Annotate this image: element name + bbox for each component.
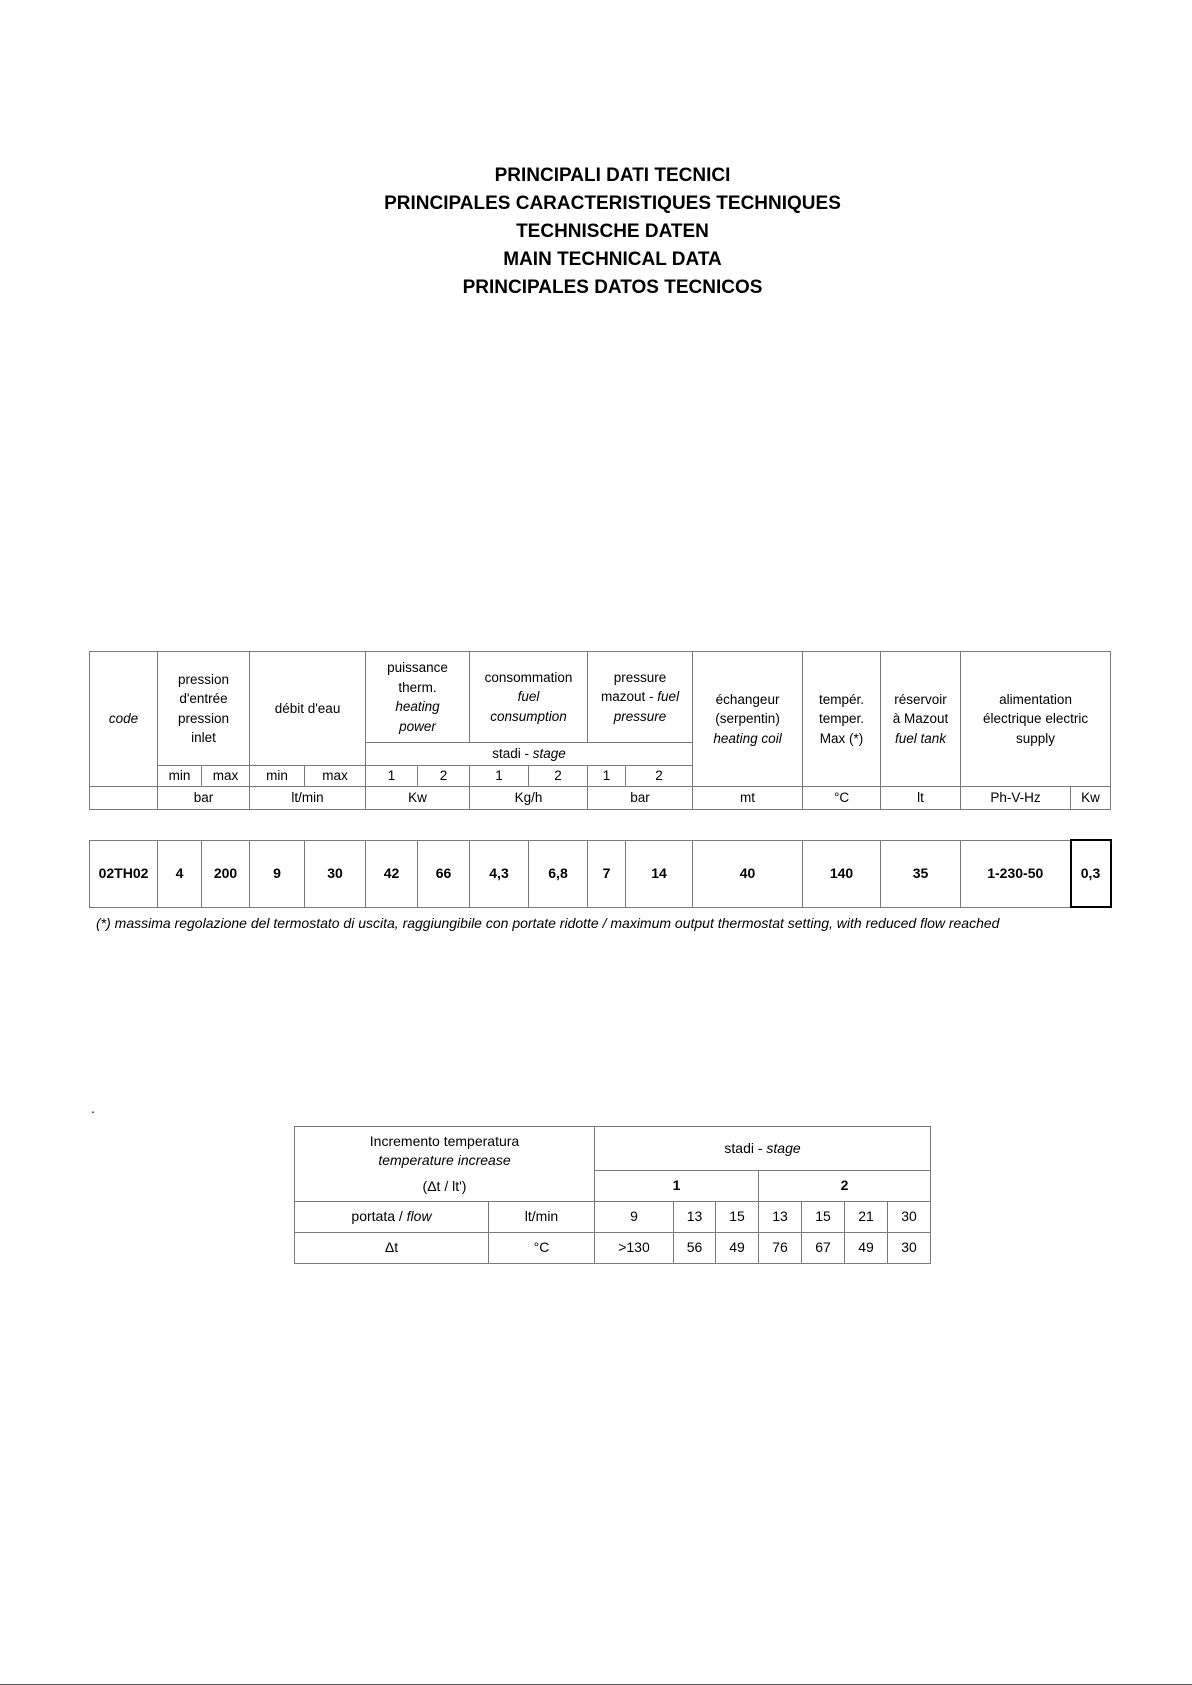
cell-fuel-pressure-2: 14 [626, 840, 693, 907]
table-row [295, 1202, 931, 1233]
header-flow-max: max [305, 766, 366, 787]
title-spanish: PRINCIPALES DATOS TECNICOS [462, 277, 763, 298]
cell-flow-max: 30 [305, 840, 366, 907]
header-flow-min: min [250, 766, 305, 787]
unit-mt: mt [693, 786, 803, 809]
unit-lt-min: lt/min [250, 786, 366, 809]
header-pressure-min: min [158, 766, 202, 787]
cell-flow-min: 9 [250, 840, 305, 907]
flow-value: 21 [845, 1202, 888, 1233]
unit-kw: Kw [366, 786, 470, 809]
flow-value: 15 [802, 1202, 845, 1233]
temp-table-title: Incremento temperatura temperature increase (Δt / lt') [295, 1127, 595, 1202]
header-code: code [90, 652, 158, 787]
header-fuel-pressure: pressure mazout - fuel pressure [588, 652, 693, 743]
header-pressure-inlet: pression d'entrée pression inlet [158, 652, 250, 766]
flow-value: 9 [595, 1202, 674, 1233]
temp-table-stage-header: stadi - stage [595, 1127, 931, 1171]
unit-ph-v-hz: Ph-V-Hz [961, 786, 1071, 809]
header-tank: réservoir à Mazout fuel tank [881, 652, 961, 787]
delta-t-value: 56 [674, 1233, 716, 1264]
header-fuel-pressure-stage-1: 1 [588, 766, 626, 787]
unit-kw-supply: Kw [1071, 786, 1111, 809]
cell-coil: 40 [693, 840, 803, 907]
header-fuel-consumption: consommation fuel consumption [470, 652, 588, 743]
stray-dot: . [91, 1100, 95, 1116]
cell-temp-max: 140 [803, 840, 881, 907]
title-english: MAIN TECHNICAL DATA [503, 249, 722, 270]
header-stage: stadi - stage [366, 743, 693, 766]
document-titles [0, 162, 1192, 302]
cell-fuel-pressure-1: 7 [588, 840, 626, 907]
cell-power-2: 66 [418, 840, 470, 907]
flow-value: 13 [674, 1202, 716, 1233]
unit-bar-fuel: bar [588, 786, 693, 809]
cell-consumption-2: 6,8 [529, 840, 588, 907]
flow-unit: lt/min [489, 1202, 595, 1233]
title-german: TECHNISCHE DATEN [516, 221, 709, 242]
cell-tank: 35 [881, 840, 961, 907]
unit-deg-c: °C [803, 786, 881, 809]
header-power-stage-1: 1 [366, 766, 418, 787]
flow-label: portata / flow [295, 1202, 489, 1233]
header-exchanger: échangeur (serpentin) heating coil [693, 652, 803, 787]
spec-header-table [89, 651, 1111, 810]
cell-supply-kw: 0,3 [1071, 840, 1111, 907]
delta-t-value: 30 [888, 1233, 931, 1264]
spec-data-table [89, 839, 1112, 908]
header-thermal-power: puissance therm. heating power [366, 652, 470, 743]
flow-value: 30 [888, 1202, 931, 1233]
units-blank [90, 786, 158, 809]
unit-lt: lt [881, 786, 961, 809]
delta-t-value: >130 [595, 1233, 674, 1264]
temperature-increase-table [294, 1126, 931, 1264]
cell-supply: 1-230-50 [961, 840, 1071, 907]
table-row [90, 840, 1111, 907]
cell-pressure-max: 200 [202, 840, 250, 907]
delta-t-value: 49 [716, 1233, 759, 1264]
header-temperature: tempér. temper. Max (*) [803, 652, 881, 787]
header-water-flow: débit d'eau [250, 652, 366, 766]
delta-t-unit: °C [489, 1233, 595, 1264]
header-pressure-max: max [202, 766, 250, 787]
unit-bar: bar [158, 786, 250, 809]
delta-t-value: 49 [845, 1233, 888, 1264]
delta-t-label: Δt [295, 1233, 489, 1264]
unit-kg-h: Kg/h [470, 786, 588, 809]
header-power-stage-2: 2 [418, 766, 470, 787]
header-consumption-stage-2: 2 [529, 766, 588, 787]
delta-t-value: 67 [802, 1233, 845, 1264]
cell-power-1: 42 [366, 840, 418, 907]
title-french: PRINCIPALES CARACTERISTIQUES TECHNIQUES [384, 193, 841, 214]
header-fuel-pressure-stage-2: 2 [626, 766, 693, 787]
footnote: (*) massima regolazione del termostato di uscita, raggiungibile con portate ridotte / maximum output thermostat setting, with reduced flow reached [96, 915, 1000, 931]
delta-t-value: 76 [759, 1233, 802, 1264]
temp-table-stage-1: 1 [595, 1171, 759, 1202]
cell-code: 02TH02 [90, 840, 158, 907]
table-row [295, 1233, 931, 1264]
title-italian: PRINCIPALI DATI TECNICI [494, 165, 731, 186]
temp-table-stage-2: 2 [759, 1171, 931, 1202]
header-power-supply: alimentation électrique electric supply [961, 652, 1111, 787]
flow-value: 15 [716, 1202, 759, 1233]
cell-pressure-min: 4 [158, 840, 202, 907]
cell-consumption-1: 4,3 [470, 840, 529, 907]
flow-value: 13 [759, 1202, 802, 1233]
header-consumption-stage-1: 1 [470, 766, 529, 787]
